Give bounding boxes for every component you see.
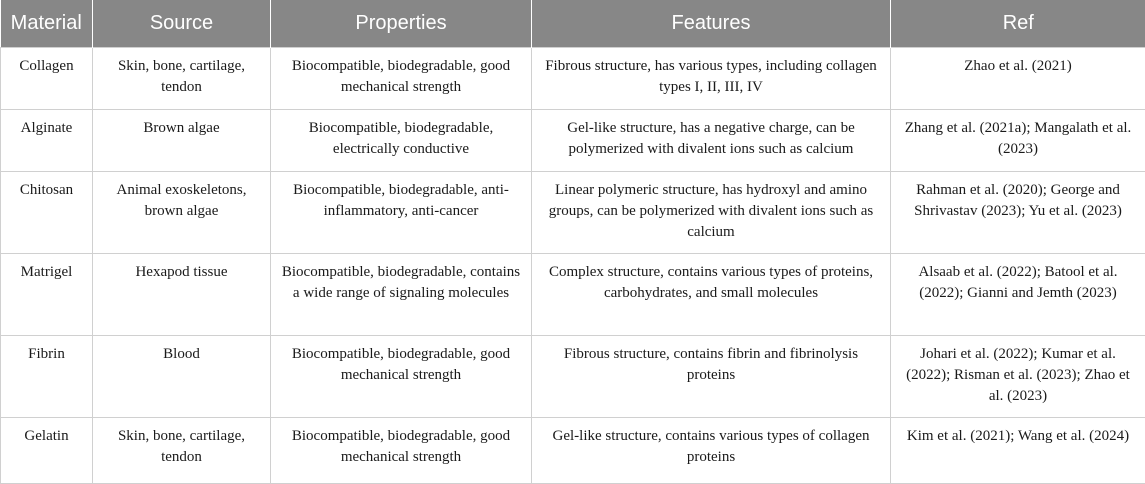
header-row: [1, 0, 1145, 48]
cell-ref: Rahman et al. (2020); George and Shrivastav (2023); Yu et al. (2023): [891, 172, 1145, 254]
cell-ref: Kim et al. (2021); Wang et al. (2024): [891, 418, 1145, 484]
table-row: [1, 110, 1145, 172]
table-row: [1, 336, 1145, 418]
header-features: Features: [532, 0, 891, 48]
cell-material: Fibrin: [1, 336, 93, 418]
cell-features: Fibrous structure, has various types, including collagen types I, II, III, IV: [532, 48, 891, 110]
cell-ref: Alsaab et al. (2022); Batool et al. (2022); Gianni and Jemth (2023): [891, 254, 1145, 336]
cell-features: Gel-like structure, contains various types of collagen proteins: [532, 418, 891, 484]
header-source: Source: [93, 0, 271, 48]
cell-features: Complex structure, contains various types of proteins, carbohydrates, and small molecules: [532, 254, 891, 336]
cell-properties: Biocompatible, biodegradable, good mechanical strength: [271, 336, 532, 418]
cell-source: Skin, bone, cartilage, tendon: [93, 418, 271, 484]
cell-material: Chitosan: [1, 172, 93, 254]
cell-properties: Biocompatible, biodegradable, contains a wide range of signaling molecules: [271, 254, 532, 336]
cell-properties: Biocompatible, biodegradable, good mechanical strength: [271, 418, 532, 484]
cell-ref: Zhao et al. (2021): [891, 48, 1145, 110]
cell-source: Skin, bone, cartilage, tendon: [93, 48, 271, 110]
cell-features: Linear polymeric structure, has hydroxyl and amino groups, can be polymerized with divalent ions such as calcium: [532, 172, 891, 254]
table-row: [1, 254, 1145, 336]
cell-material: Alginate: [1, 110, 93, 172]
cell-properties: Biocompatible, biodegradable, good mechanical strength: [271, 48, 532, 110]
table-row: [1, 418, 1145, 484]
cell-ref: Zhang et al. (2021a); Mangalath et al. (2023): [891, 110, 1145, 172]
cell-properties: Biocompatible, biodegradable, anti-inflammatory, anti-cancer: [271, 172, 532, 254]
table-row: [1, 172, 1145, 254]
cell-source: Animal exoskeletons, brown algae: [93, 172, 271, 254]
table-row: [1, 48, 1145, 110]
cell-material: Matrigel: [1, 254, 93, 336]
header-ref: Ref: [891, 0, 1145, 48]
header-material: Material: [1, 0, 93, 48]
cell-ref: Johari et al. (2022); Kumar et al. (2022); Risman et al. (2023); Zhao et al. (2023): [891, 336, 1145, 418]
cell-properties: Biocompatible, biodegradable, electrically conductive: [271, 110, 532, 172]
header-properties: Properties: [271, 0, 532, 48]
cell-source: Hexapod tissue: [93, 254, 271, 336]
cell-source: Blood: [93, 336, 271, 418]
cell-material: Gelatin: [1, 418, 93, 484]
cell-source: Brown algae: [93, 110, 271, 172]
cell-features: Gel-like structure, has a negative charge, can be polymerized with divalent ions such as calcium: [532, 110, 891, 172]
cell-material: Collagen: [1, 48, 93, 110]
cell-features: Fibrous structure, contains fibrin and fibrinolysis proteins: [532, 336, 891, 418]
